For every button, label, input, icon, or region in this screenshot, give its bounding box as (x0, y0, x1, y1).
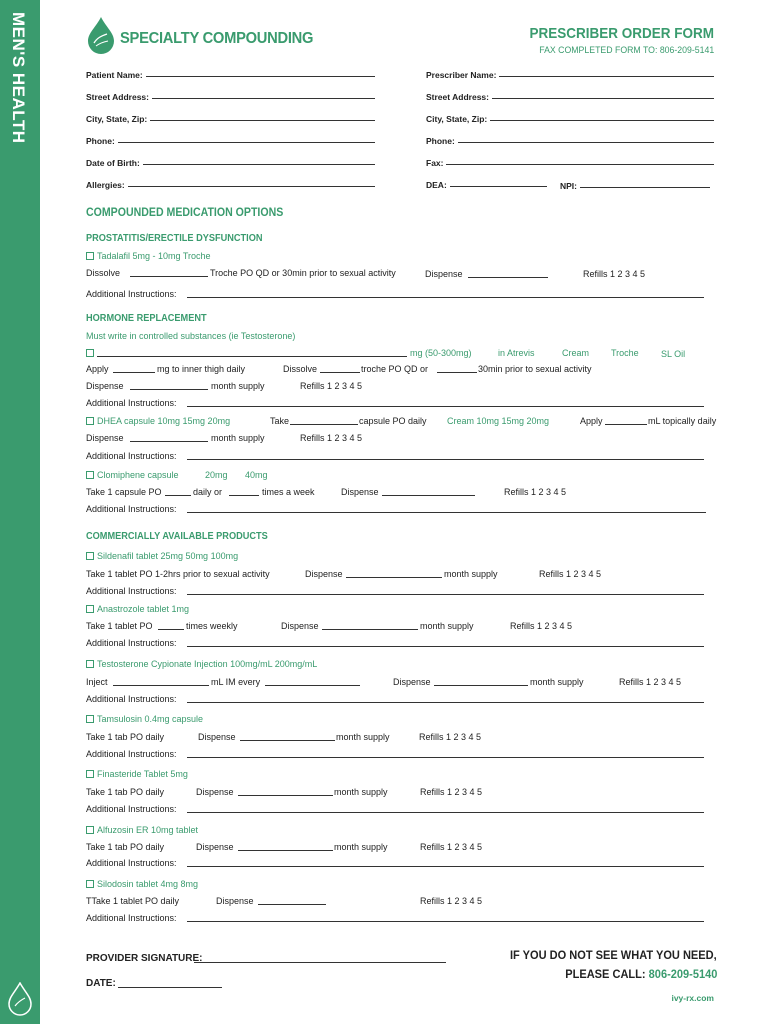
tadalafil-additional-field[interactable] (187, 297, 704, 298)
hormone-dissolve-field[interactable] (320, 372, 360, 373)
tadalafil-dissolve-field[interactable] (130, 276, 208, 277)
testosterone-option[interactable]: Testosterone Cypionate Injection 100mg/mL 200mg/mL (86, 659, 317, 669)
clomiphene-dispense-label: Dispense (341, 487, 379, 497)
silodosin-refills[interactable]: Refills 1 2 3 4 5 (420, 896, 483, 906)
hormone-dissolve-label: Dissolve (283, 364, 318, 374)
tadalafil-dispense-label: Dispense (425, 269, 463, 279)
hormone-dissolve-text: troche PO QD or (361, 364, 429, 374)
dhea-apply-text: mL topically daily (648, 416, 717, 426)
patient-field-label: Allergies: (86, 180, 125, 190)
testosterone-inject-text: mL IM every (211, 677, 261, 687)
hormone-month-supply: month supply (211, 381, 265, 391)
npi-field[interactable] (580, 187, 710, 188)
patient-field-input[interactable] (128, 186, 375, 187)
tadalafil-option[interactable]: Tadalafil 5mg - 10mg Troche (86, 251, 211, 261)
checkbox-icon[interactable] (86, 417, 94, 425)
finasteride-refills[interactable]: Refills 1 2 3 4 5 (420, 787, 483, 797)
hormone-apply-field[interactable] (113, 372, 155, 373)
alfuzosin-additional-label: Additional Instructions: (86, 858, 177, 868)
checkbox-icon[interactable] (86, 880, 94, 888)
silodosin-additional-label: Additional Instructions: (86, 913, 177, 923)
tadalafil-dissolve-label: Dissolve (86, 268, 121, 278)
checkbox-icon[interactable] (86, 552, 94, 560)
anastrozole-additional-field[interactable] (187, 646, 704, 647)
hormone-form-sl-oil[interactable]: SL Oil (661, 349, 686, 359)
clomiphene-daily-text: daily or (193, 487, 223, 497)
clomiphene-option[interactable]: Clomiphene capsule (86, 470, 179, 480)
sidebar-title: MEN'S HEALTH (9, 12, 28, 144)
anastrozole-option[interactable]: Anastrozole tablet 1mg (86, 604, 189, 614)
testosterone-refills[interactable]: Refills 1 2 3 4 5 (619, 677, 682, 687)
clomiphene-dose-40[interactable]: 40mg (245, 470, 268, 480)
hormone-note: Must write in controlled substances (ie Testosterone) (86, 331, 296, 341)
sildenafil-refills[interactable]: Refills 1 2 3 4 5 (539, 569, 602, 579)
testosterone-every-field[interactable] (265, 685, 360, 686)
finasteride-additional-label: Additional Instructions: (86, 804, 177, 814)
call-line-1: IF YOU DO NOT SEE WHAT YOU NEED, (510, 948, 717, 962)
finasteride-dispense-label: Dispense (196, 787, 234, 797)
clomiphene-additional-field[interactable] (187, 512, 706, 513)
checkbox-icon[interactable] (86, 605, 94, 613)
sidebar-band (0, 0, 40, 1024)
dhea-additional-field[interactable] (187, 459, 704, 460)
prescriber-field-input[interactable] (458, 142, 714, 143)
anastrozole-refills[interactable]: Refills 1 2 3 4 5 (510, 621, 573, 631)
prescriber-field-label: DEA: (426, 180, 447, 190)
patient-field-input[interactable] (152, 98, 375, 99)
testosterone-inject-field[interactable] (113, 685, 209, 686)
silodosin-dispense-field[interactable] (258, 904, 326, 905)
checkbox-icon[interactable] (86, 471, 94, 479)
ivy-drop-logo-icon (86, 16, 116, 54)
prescriber-field-label: Prescriber Name: (426, 70, 497, 80)
patient-field-label: Street Address: (86, 92, 149, 102)
checkbox-icon[interactable] (86, 660, 94, 668)
prescriber-field-input[interactable] (450, 186, 547, 187)
dhea-dispense-label: Dispense (86, 433, 124, 443)
hormone-additional-field[interactable] (187, 406, 704, 407)
dhea-take-label: Take (270, 416, 290, 426)
patient-field-input[interactable] (118, 142, 375, 143)
hormone-dissolve-min-field[interactable] (437, 372, 477, 373)
hormone-apply-text: mg to inner thigh daily (157, 364, 246, 374)
hormone-form-cream[interactable]: Cream (562, 348, 590, 358)
prescriber-field-input[interactable] (490, 120, 714, 121)
checkbox-icon[interactable] (86, 715, 94, 723)
anastrozole-dispense-field[interactable] (322, 629, 418, 630)
tamsulosin-dispense-label: Dispense (198, 732, 236, 742)
dhea-option[interactable]: DHEA capsule 10mg 15mg 20mg (86, 416, 230, 426)
dhea-take-text: capsule PO daily (359, 416, 427, 426)
clomiphene-refills[interactable]: Refills 1 2 3 4 5 (504, 487, 567, 497)
dhea-take-field[interactable] (290, 424, 358, 425)
clomiphene-take-label: Take 1 capsule PO (86, 487, 162, 497)
tamsulosin-take: Take 1 tab PO daily (86, 732, 165, 742)
tamsulosin-month-supply: month supply (336, 732, 390, 742)
checkbox-icon[interactable] (86, 349, 94, 357)
anastrozole-times-field[interactable] (158, 629, 184, 630)
finasteride-option[interactable]: Finasteride Tablet 5mg (86, 769, 188, 779)
prostatitis-title: PROSTATITIS/ERECTILE DYSFUNCTION (86, 233, 263, 244)
silodosin-additional-field[interactable] (187, 921, 704, 922)
silodosin-dispense-label: Dispense (216, 896, 254, 906)
dhea-apply-field[interactable] (605, 424, 647, 425)
sildenafil-option[interactable]: Sildenafil tablet 25mg 50mg 100mg (86, 551, 238, 561)
prescriber-field-label: Phone: (426, 136, 455, 146)
hormone-dispense-field[interactable] (130, 389, 208, 390)
anastrozole-take: Take 1 tablet PO (86, 621, 153, 631)
alfuzosin-refills[interactable]: Refills 1 2 3 4 5 (420, 842, 483, 852)
hormone-form-troche[interactable]: Troche (611, 348, 639, 358)
dhea-cream-option[interactable]: Cream 10mg 15mg 20mg (447, 416, 550, 426)
hormone-additional-label: Additional Instructions: (86, 398, 177, 408)
clomiphene-week-field[interactable] (229, 495, 259, 496)
hormone-apply-label: Apply (86, 364, 109, 374)
prescriber-field-label: Street Address: (426, 92, 489, 102)
brand-name: SPECIALTY COMPOUNDING (120, 30, 314, 47)
website-link[interactable]: ivy-rx.com (671, 993, 714, 1003)
anastrozole-month-supply: month supply (420, 621, 474, 631)
date-field[interactable] (118, 987, 222, 988)
testosterone-additional-field[interactable] (187, 702, 704, 703)
testosterone-month-supply: month supply (530, 677, 584, 687)
checkbox-icon[interactable] (86, 826, 94, 834)
tamsulosin-refills[interactable]: Refills 1 2 3 4 5 (419, 732, 482, 742)
compounded-section-title: COMPOUNDED MEDICATION OPTIONS (86, 207, 284, 219)
prescriber-field-label: City, State, Zip: (426, 114, 488, 124)
tamsulosin-dispense-field[interactable] (240, 740, 335, 741)
hormone-custom-field[interactable] (97, 356, 407, 357)
patient-field-input[interactable] (146, 76, 375, 77)
dhea-additional-label: Additional Instructions: (86, 451, 177, 461)
alfuzosin-additional-field[interactable] (187, 866, 704, 867)
alfuzosin-month-supply: month supply (334, 842, 388, 852)
patient-field-label: City, State, Zip: (86, 114, 148, 124)
ivy-leaf-icon (7, 982, 33, 1016)
hormone-mg-range: mg (50-300mg) (410, 348, 472, 358)
sildenafil-dispense-label: Dispense (305, 569, 343, 579)
finasteride-month-supply: month supply (334, 787, 388, 797)
tadalafil-additional-label: Additional Instructions: (86, 289, 177, 299)
hormone-custom-option[interactable] (86, 348, 97, 358)
testosterone-inject-label: Inject (86, 677, 108, 687)
patient-field-label: Date of Birth: (86, 158, 140, 168)
prescriber-field-input[interactable] (499, 76, 714, 77)
alfuzosin-take: Take 1 tab PO daily (86, 842, 165, 852)
alfuzosin-dispense-field[interactable] (238, 850, 333, 851)
form-title: PRESCRIBER ORDER FORM (529, 25, 714, 42)
anastrozole-weekly: times weekly (186, 621, 238, 631)
testosterone-dispense-label: Dispense (393, 677, 431, 687)
signature-field[interactable] (194, 962, 446, 963)
patient-field-label: Phone: (86, 136, 115, 146)
hormone-dispense-label: Dispense (86, 381, 124, 391)
patient-field-label: Patient Name: (86, 70, 143, 80)
hormone-form-atrevis[interactable]: in Atrevis (498, 348, 535, 358)
checkbox-icon[interactable] (86, 252, 94, 260)
patient-field-input[interactable] (150, 120, 375, 121)
prescriber-field-input[interactable] (446, 164, 714, 165)
hormone-refills[interactable]: Refills 1 2 3 4 5 (300, 381, 363, 391)
sildenafil-additional-field[interactable] (187, 594, 704, 595)
sildenafil-additional-label: Additional Instructions: (86, 586, 177, 596)
alfuzosin-option[interactable]: Alfuzosin ER 10mg tablet (86, 825, 198, 835)
clomiphene-week-text: times a week (262, 487, 315, 497)
checkbox-icon[interactable] (86, 770, 94, 778)
dhea-refills[interactable]: Refills 1 2 3 4 5 (300, 433, 363, 443)
testosterone-dispense-field[interactable] (434, 685, 528, 686)
tadalafil-dispense-field[interactable] (468, 277, 548, 278)
dhea-dispense-field[interactable] (130, 441, 208, 442)
tamsulosin-additional-field[interactable] (187, 757, 704, 758)
clomiphene-daily-field[interactable] (165, 495, 191, 496)
alfuzosin-dispense-label: Dispense (196, 842, 234, 852)
clomiphene-dose-20[interactable]: 20mg (205, 470, 228, 480)
call-line-2 (565, 967, 717, 981)
clomiphene-dispense-field[interactable] (382, 495, 475, 496)
call-label: PLEASE CALL: (564, 967, 646, 981)
tamsulosin-option[interactable]: Tamsulosin 0.4mg capsule (86, 714, 203, 724)
silodosin-take: TTake 1 tablet PO daily (86, 896, 180, 906)
dhea-apply-label: Apply (580, 416, 603, 426)
fax-line: FAX COMPLETED FORM TO: 806-209-5141 (538, 45, 714, 56)
call-phone[interactable]: 806-209-5140 (648, 967, 717, 981)
date-label: DATE: (86, 978, 116, 989)
sildenafil-month-supply: month supply (444, 569, 498, 579)
tamsulosin-additional-label: Additional Instructions: (86, 749, 177, 759)
testosterone-additional-label: Additional Instructions: (86, 694, 177, 704)
finasteride-dispense-field[interactable] (238, 795, 333, 796)
dhea-month-supply: month supply (211, 433, 265, 443)
npi-label: NPI: (560, 181, 577, 191)
anastrozole-dispense-label: Dispense (281, 621, 319, 631)
commercial-section-title: COMMERCIALLY AVAILABLE PRODUCTS (86, 531, 268, 542)
tadalafil-refills[interactable]: Refills 1 2 3 4 5 (583, 269, 646, 279)
hormone-title: HORMONE REPLACEMENT (86, 313, 207, 324)
anastrozole-additional-label: Additional Instructions: (86, 638, 177, 648)
clomiphene-additional-label: Additional Instructions: (86, 504, 177, 514)
silodosin-option[interactable]: Silodosin tablet 4mg 8mg (86, 879, 198, 889)
finasteride-additional-field[interactable] (187, 812, 704, 813)
hormone-dissolve-tail: 30min prior to sexual activity (478, 364, 592, 374)
sildenafil-dispense-field[interactable] (346, 577, 442, 578)
signature-label: PROVIDER SIGNATURE: (86, 953, 203, 964)
prescriber-field-input[interactable] (492, 98, 714, 99)
sildenafil-take: Take 1 tablet PO 1-2hrs prior to sexual activity (86, 569, 270, 579)
finasteride-take: Take 1 tab PO daily (86, 787, 165, 797)
tadalafil-dissolve-text: Troche PO QD or 30min prior to sexual activity (210, 268, 396, 278)
patient-field-input[interactable] (143, 164, 375, 165)
prescriber-field-label: Fax: (426, 158, 444, 168)
